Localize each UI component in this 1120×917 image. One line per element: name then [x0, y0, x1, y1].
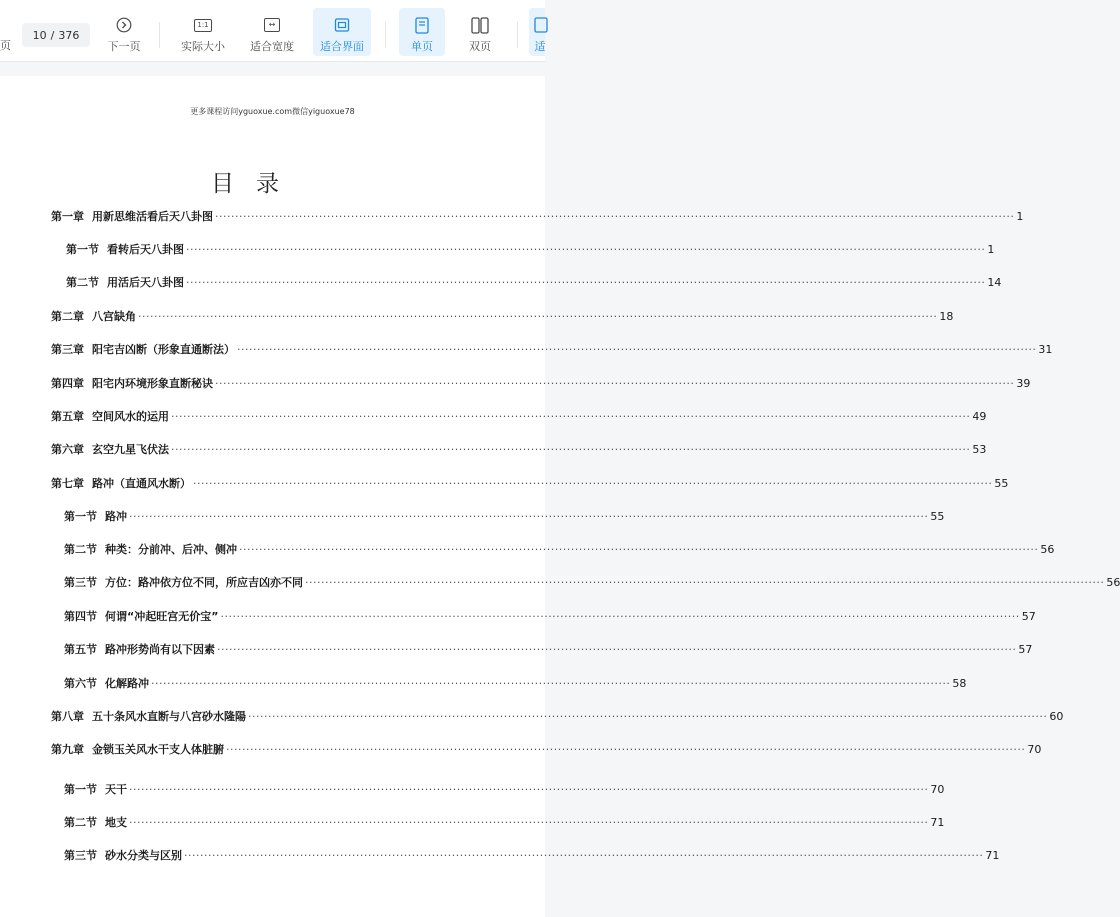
fit-width-button[interactable]: [244, 8, 300, 56]
toc-entry-number: 第九章: [51, 743, 84, 756]
toc-leader-dots: ········································································································································································································: [226, 743, 1026, 756]
toc-entry-page: 57: [1021, 610, 1036, 623]
toc-entry-title: 五十条风水直断与八宫砂水隆陽: [92, 710, 246, 723]
toc-entry-number: 第七章: [51, 477, 84, 490]
toc-entry-page: 56: [1106, 576, 1120, 589]
toc-entry-page: 1: [1016, 210, 1024, 223]
toc-entry[interactable]: [64, 781, 945, 797]
toc-entry[interactable]: [51, 308, 954, 324]
toc-entry-number: 第六章: [51, 443, 84, 456]
toc-entry-number: 第一节: [64, 783, 97, 796]
toc-entry-number: 第八章: [51, 710, 84, 723]
toc-leader-dots: ········································································································································································································: [215, 377, 1015, 390]
toc-leader-dots: ········································································································································································································: [184, 849, 984, 862]
toc-entry-title: 阳宅吉凶断（形象直通断法）: [92, 343, 235, 356]
toc-entry-title: 路冲（直通风水断）: [92, 477, 191, 490]
toc-entry-number: 第四节: [64, 610, 97, 623]
fit-window-label: 适合界面: [320, 40, 364, 53]
watermark-text: 更多课程访问yguoxue.com微信yiguoxue78: [190, 107, 355, 116]
toc-entry-page: 39: [1016, 377, 1031, 390]
pdf-toolbar: [0, 0, 545, 62]
single-page-icon: [415, 14, 429, 36]
prev-page-button[interactable]: 页: [0, 39, 11, 52]
toc-entry-title: 金锁玉关风水干支人体脏腑: [92, 743, 224, 756]
toc-entry-number: 第一节: [64, 510, 97, 523]
toc-entry[interactable]: [64, 814, 945, 830]
double-page-label: 双页: [469, 40, 491, 53]
single-page-button[interactable]: [399, 8, 445, 56]
toc-entry-title: 方位：路冲依方位不同，所应吉凶亦不同: [105, 576, 303, 589]
next-page-button[interactable]: [102, 8, 146, 56]
toc-leader-dots: ········································································································································································································: [129, 783, 929, 796]
total-pages-value: 376: [58, 28, 80, 42]
toc-entry-number: 第三节: [64, 576, 97, 589]
toc-entry-number: 第五章: [51, 410, 84, 423]
toc-entry-number: 第三节: [64, 849, 97, 862]
toc-leader-dots: ········································································································································································································: [186, 276, 986, 289]
toc-entry-number: 第二章: [51, 310, 84, 323]
toolbar-divider: [159, 22, 160, 48]
toc-leader-dots: ········································································································································································································: [248, 710, 1048, 723]
toc-entry-title: 何谓“冲起旺宫无价宝”: [105, 610, 219, 623]
toc-leader-dots: ········································································································································································································: [151, 677, 951, 690]
toc-entry[interactable]: [66, 274, 1002, 290]
toc-entry-title: 用活后天八卦图: [107, 276, 184, 289]
toc-entry[interactable]: [51, 708, 1064, 724]
single-page-label: 单页: [411, 40, 433, 53]
toolbar-divider: [517, 22, 518, 48]
toc-entry[interactable]: [51, 408, 987, 424]
toc-leader-dots: ········································································································································································································: [305, 576, 1105, 589]
toc-entry[interactable]: [66, 241, 995, 257]
toc-leader-dots: ········································································································································································································: [186, 243, 986, 256]
toc-entry-page: 56: [1040, 543, 1055, 556]
actual-size-icon: 1:1: [194, 14, 212, 36]
toc-entry-number: 第二节: [64, 816, 97, 829]
toc-leader-dots: ········································································································································································································: [171, 443, 971, 456]
actual-size-label: 实际大小: [181, 40, 225, 53]
toc-entry-title: 路冲: [105, 510, 127, 523]
toc-entry-number: 第四章: [51, 377, 84, 390]
toc-entry-title: 阳宅内环境形象直断秘诀: [92, 377, 213, 390]
toc-entry-page: 55: [930, 510, 945, 523]
toc-leader-dots: ········································································································································································································: [215, 210, 1015, 223]
toolbar-divider: [385, 22, 386, 48]
toc-leader-dots: ········································································································································································································: [129, 510, 929, 523]
toc-entry-page: 55: [994, 477, 1009, 490]
toc-entry[interactable]: [64, 675, 967, 691]
toc-entry-page: 31: [1038, 343, 1053, 356]
fit-width-label: 适合宽度: [250, 40, 294, 53]
toc-entry[interactable]: [64, 847, 1000, 863]
toc-entry-title: 看转后天八卦图: [107, 243, 184, 256]
toc-entry-title: 玄空九星飞伏法: [92, 443, 169, 456]
toc-entry-page: 18: [939, 310, 954, 323]
toc-entry-title: 空间风水的运用: [92, 410, 169, 423]
toc-entry[interactable]: [51, 341, 1053, 357]
toc-entry-page: 71: [985, 849, 1000, 862]
toc-entry-page: 57: [1018, 643, 1033, 656]
double-page-button[interactable]: [458, 8, 502, 56]
fit-window-button[interactable]: [313, 8, 371, 56]
toc-entry-number: 第三章: [51, 343, 84, 356]
toc-entry[interactable]: [64, 541, 1055, 557]
toc-entry[interactable]: [51, 208, 1024, 224]
toc-entry[interactable]: [51, 475, 1009, 491]
toc-entry-page: 70: [930, 783, 945, 796]
toc-entry-page: 14: [987, 276, 1002, 289]
toc-entry[interactable]: [51, 375, 1031, 391]
toc-entry-page: 49: [972, 410, 987, 423]
toc-entry[interactable]: [64, 574, 1120, 590]
toc-entry-page: 60: [1049, 710, 1064, 723]
toc-entry-title: 砂水分类与区别: [105, 849, 182, 862]
continuous-view-label: 适: [534, 40, 546, 53]
toc-entry-number: 第二节: [64, 543, 97, 556]
toc-entry-number: 第一章: [51, 210, 84, 223]
continuous-view-button[interactable]: [529, 8, 545, 56]
toc-leader-dots: ········································································································································································································: [138, 310, 938, 323]
toc-leader-dots: ········································································································································································································: [129, 816, 929, 829]
toc-entry-title: 天干: [105, 783, 127, 796]
toc-entry-number: 第二节: [66, 276, 99, 289]
next-page-icon: [116, 14, 132, 36]
toc-entry-number: 第五节: [64, 643, 97, 656]
toc-entry[interactable]: [51, 441, 987, 457]
toc-entry-title: 种类：分前冲、后冲、侧冲: [105, 543, 237, 556]
toc-entry[interactable]: [51, 741, 1042, 757]
toc-entry-title: 化解路冲: [105, 677, 149, 690]
toc-entry-title: 地支: [105, 816, 127, 829]
toc-entry[interactable]: [64, 508, 945, 524]
toc-entry-number: 第六节: [64, 677, 97, 690]
toc-entry[interactable]: [64, 608, 1036, 624]
toc-entry-page: 70: [1027, 743, 1042, 756]
toc-entry-page: 53: [972, 443, 987, 456]
toc-leader-dots: ········································································································································································································: [239, 543, 1039, 556]
toc-leader-dots: ········································································································································································································: [193, 477, 993, 490]
toc-entry-number: 第一节: [66, 243, 99, 256]
fit-window-icon: [334, 14, 350, 36]
toc-entry-title: 路冲形势尚有以下因素: [105, 643, 215, 656]
actual-size-button[interactable]: [176, 8, 230, 56]
toc-entry[interactable]: [64, 641, 1033, 657]
next-page-label: 下一页: [107, 40, 141, 53]
toc-entry-title: 用新思维活看后天八卦图: [92, 210, 213, 223]
double-page-icon: [471, 14, 489, 36]
toc-entry-page: 58: [952, 677, 967, 690]
toc-leader-dots: ········································································································································································································: [220, 610, 1020, 623]
toc-heading: 目录: [211, 171, 301, 197]
current-page-value: 10: [32, 28, 47, 42]
toc-entry-title: 八宫缺角: [92, 310, 136, 323]
page-separator: /: [50, 28, 55, 42]
toc-leader-dots: ········································································································································································································: [171, 410, 971, 423]
toc-entry-page: 71: [930, 816, 945, 829]
toc-leader-dots: ········································································································································································································: [217, 643, 1017, 656]
continuous-view-icon: [529, 14, 545, 36]
fit-width-icon: ↔: [264, 14, 280, 36]
page-number-field[interactable]: [22, 23, 90, 47]
toc-leader-dots: ········································································································································································································: [237, 343, 1037, 356]
toc-entry-page: 1: [987, 243, 995, 256]
